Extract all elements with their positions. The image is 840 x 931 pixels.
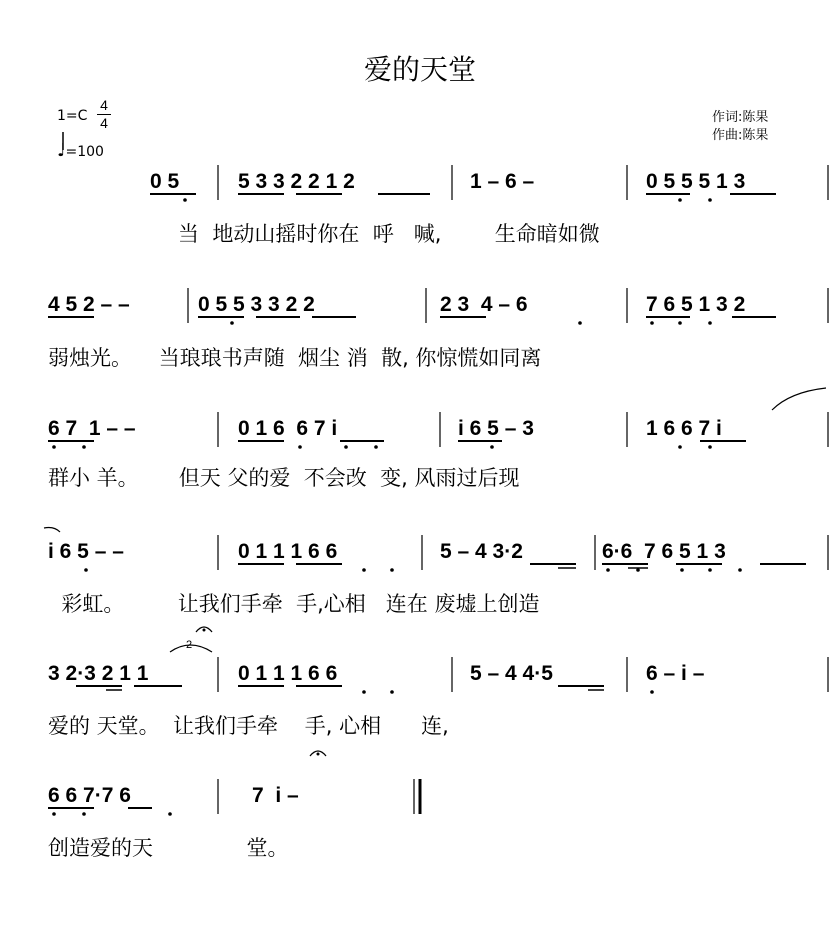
low-octave-dot bbox=[82, 445, 86, 449]
tie-arc bbox=[772, 388, 826, 410]
low-octave-dot bbox=[680, 568, 684, 572]
measure-2-4: 7 6 5 1 3 2 bbox=[646, 293, 746, 316]
low-octave-dot bbox=[606, 568, 610, 572]
measure-5-3: 5 – 4 4·5 bbox=[470, 662, 553, 685]
measure-6-1: 6 6 7·7 6 bbox=[48, 784, 131, 807]
quarter-note-icon: ♩ bbox=[57, 140, 66, 161]
time-signature-bottom: 4 bbox=[100, 115, 108, 131]
low-octave-dot bbox=[650, 690, 654, 694]
low-octave-dot bbox=[678, 321, 682, 325]
low-octave-dot bbox=[183, 198, 187, 202]
lyrics-row-6: 创造爱的天 堂。 bbox=[48, 836, 289, 860]
measure-3-3: i 6 5 – 3 bbox=[458, 417, 534, 440]
measure-1-2: 5 3 3 2 2 1 2 bbox=[238, 170, 355, 193]
low-octave-dot bbox=[298, 445, 302, 449]
measure-1-3: 1 – 6 – bbox=[470, 170, 535, 193]
measure-6-2: 7 i – bbox=[252, 784, 299, 807]
low-octave-dot bbox=[678, 198, 682, 202]
lyricist-credit: 作词:陈果 bbox=[712, 110, 769, 125]
triplet-number: 2 bbox=[186, 639, 193, 651]
low-octave-dot bbox=[738, 568, 742, 572]
low-octave-dot bbox=[362, 568, 366, 572]
low-octave-dot bbox=[344, 445, 348, 449]
song-title: 爱的天堂 bbox=[363, 53, 476, 86]
measure-1-1: 0 5 bbox=[150, 170, 180, 193]
measure-1-4: 0 5 5 5 1 3 bbox=[646, 170, 746, 193]
measure-5-4: 6 – i – bbox=[646, 662, 705, 685]
measure-2-3: 2 3 4 – 6 bbox=[440, 293, 528, 316]
low-octave-dot bbox=[84, 568, 88, 572]
low-octave-dot bbox=[708, 445, 712, 449]
low-octave-dot bbox=[650, 321, 654, 325]
time-signature-top: 4 bbox=[100, 97, 108, 113]
low-octave-dot bbox=[490, 445, 494, 449]
key-signature: 1=C bbox=[57, 108, 88, 124]
low-octave-dot bbox=[362, 690, 366, 694]
low-octave-dot bbox=[678, 445, 682, 449]
low-octave-dot bbox=[708, 568, 712, 572]
low-octave-dot bbox=[230, 321, 234, 325]
low-octave-dot bbox=[390, 690, 394, 694]
measure-3-1: 6 7 1 – – bbox=[48, 417, 136, 440]
measure-4-4: 6·6 7 6 5 1 3 bbox=[602, 540, 726, 563]
low-octave-dot bbox=[578, 321, 582, 325]
measure-4-3: 5 – 4 3·2 bbox=[440, 540, 523, 563]
low-octave-dot bbox=[168, 812, 172, 816]
measure-4-1: i 6 5 – – bbox=[48, 540, 124, 563]
lyrics-row-2: 弱烛光。 当琅琅书声随 烟尘 消 散, 你惊慌如同离 bbox=[48, 346, 542, 370]
measure-2-1: 4 5 2 – – bbox=[48, 293, 130, 316]
low-octave-dot bbox=[708, 198, 712, 202]
measure-5-2: 0 1 1 1 6 6 bbox=[238, 662, 338, 685]
low-octave-dot bbox=[374, 445, 378, 449]
lyrics-row-5: 爱的 天堂。 让我们手牵 手, 心相 连, bbox=[48, 714, 449, 738]
low-octave-dot bbox=[82, 812, 86, 816]
measure-4-2: 0 1 1 1 6 6 bbox=[238, 540, 338, 563]
measure-3-4: 1 6 6 7 i bbox=[646, 417, 722, 440]
measure-5-1: 3 2·3 2 1 1 bbox=[48, 662, 149, 685]
low-octave-dot bbox=[52, 812, 56, 816]
fermata-dot bbox=[317, 753, 320, 756]
lyrics-row-3: 群小 羊。 但天 父的爱 不会改 变, 风雨过后现 bbox=[48, 466, 520, 490]
low-octave-dot bbox=[390, 568, 394, 572]
measure-2-2: 0 5 5 3 3 2 2 bbox=[198, 293, 315, 316]
lyrics-row-1: 当 地动山摇时你在 呼 喊, 生命暗如微 bbox=[178, 222, 600, 246]
low-octave-dot bbox=[708, 321, 712, 325]
fermata-dot bbox=[203, 629, 206, 632]
measure-3-2: 0 1 6 6 7 i bbox=[238, 417, 338, 440]
composer-credit: 作曲:陈果 bbox=[712, 128, 769, 143]
low-octave-dot bbox=[52, 445, 56, 449]
lyrics-row-4: 彩虹。 让我们手牵 手,心相 连在 废墟上创造 bbox=[48, 592, 540, 616]
tempo-value: =100 bbox=[65, 144, 104, 160]
tie-arc bbox=[44, 528, 60, 533]
